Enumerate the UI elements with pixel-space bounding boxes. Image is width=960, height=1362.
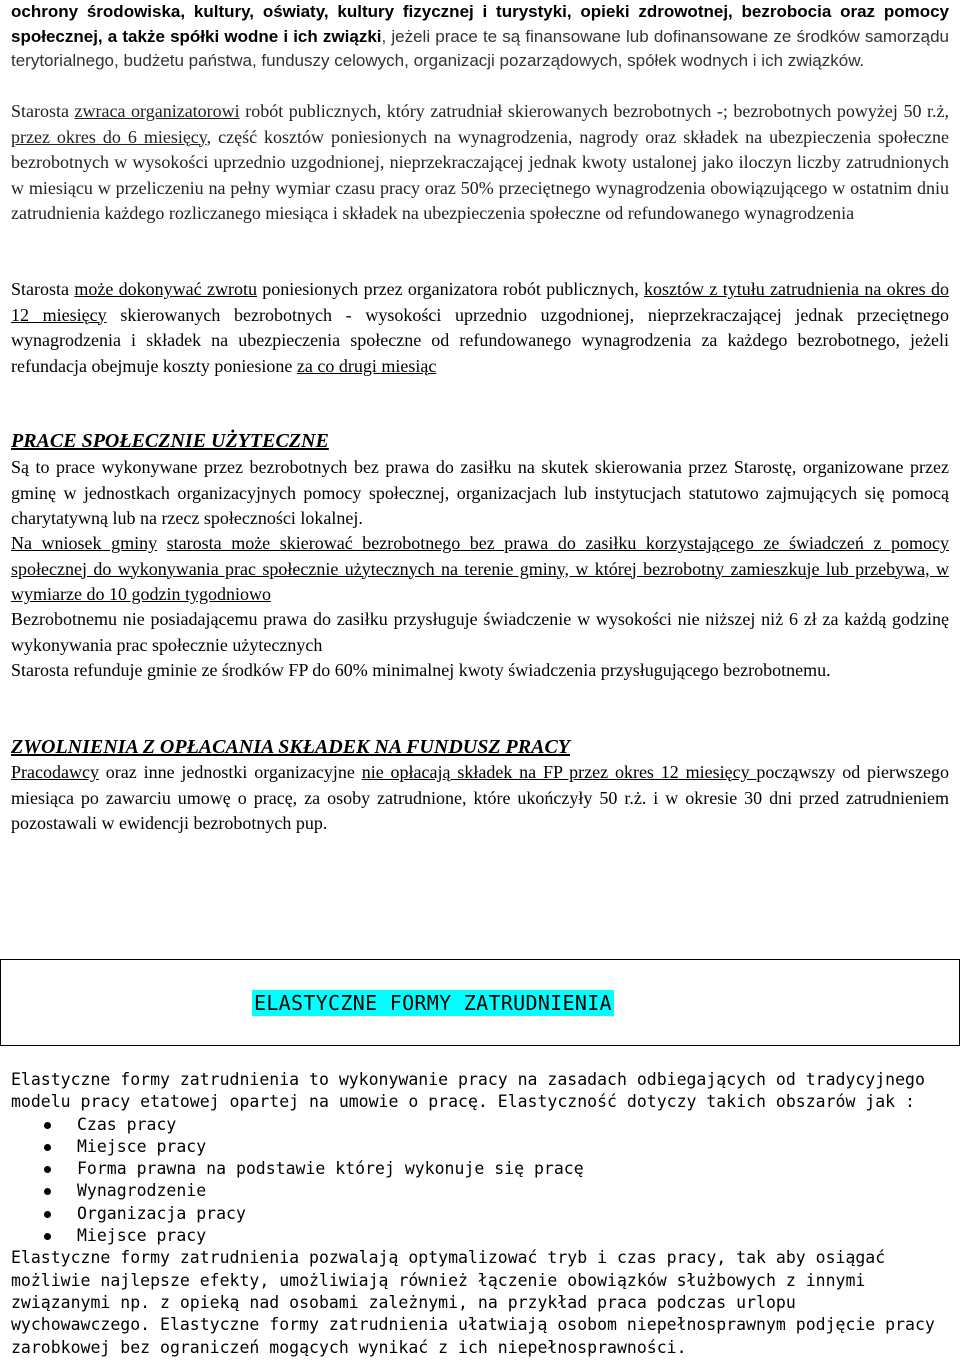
- para3-text-2: poniesionych przez organizatora robót publicznych,: [256, 279, 645, 299]
- para-s2-underline-1: Pracodawcy: [11, 762, 99, 782]
- list-item-text: Wynagrodzenie: [77, 1181, 207, 1201]
- bullet-icon: [44, 1144, 51, 1151]
- para-public-works-entities: [11, 0, 949, 74]
- bullet-icon: [44, 1211, 51, 1218]
- para2-text-3: , część kosztów poniesionych na wynagrodzenia, nagrody oraz składek na ubezpieczenia społeczne bezrobotnych w wysokości uprzednio uzgodnionej, nieprzekraczającej jednak kwoty ustalonej jako iloczyn liczby zatrudnionych w miesiącu w przeliczeniu na pełny wymiar czasu pracy oraz 50% przeciętnego wynagrodzenia obowiązującego w ostatnim dniu zatrudnienia każdego rozliczanego miesiąca i składek na ubezpieczenia społeczne od refundowanego wynagrodzenia: [11, 126, 949, 223]
- bullet-icon: [44, 1188, 51, 1195]
- list-item-text: Organizacja pracy: [77, 1203, 246, 1223]
- para3-text-3: skierowanych bezrobotnych - wysokości uprzednio uzgodnionej, nieprzekraczającej jednak przeciętnego wynagrodzenia i składek na ubezpieczenia społeczne od refundowanego wynagrodzenia za każdego bezrobotnego, jeżeli refundacja obejmuje koszty poniesione: [11, 304, 949, 376]
- para-community-work-request: [11, 531, 949, 608]
- list-item: [11, 1114, 941, 1136]
- list-item: [11, 1203, 941, 1225]
- list-item-text: Miejsce pracy: [77, 1226, 207, 1246]
- para2-underline-2: przez okres do 6 miesięcy: [11, 126, 207, 147]
- flexible-forms-section: [11, 1069, 941, 1359]
- para-s2-underline-2: nie opłacają składek na FP przez okres 12 miesięcy: [361, 762, 757, 782]
- bullet-icon: [44, 1233, 51, 1240]
- list-item: [11, 1180, 941, 1202]
- list-item-text: Miejsce pracy: [77, 1136, 207, 1156]
- list-item: [11, 1158, 941, 1180]
- para3-text-1: Starosta: [11, 279, 75, 299]
- flexible-forms-intro: Elastyczne formy zatrudnienia to wykonywanie pracy na zasadach odbiegających od tradycyjnego modelu pracy etatowej opartej na umowie o pracę. Elastyczność dotyczy takich obszarów jak :: [11, 1070, 925, 1112]
- list-item-text: Czas pracy: [77, 1114, 177, 1134]
- para2-underline-1: zwraca organizatorowi: [74, 101, 240, 121]
- heading-zwolnienia-z-oplacania: ZWOLNIENIA Z OPŁACANIA SKŁADEK NA FUNDUSZ PRACY: [11, 736, 570, 758]
- para-community-work-refund: Starosta refunduje gminie ze środków FP do 60% minimalnej kwoty świadczenia przysługującego bezrobotnemu.: [11, 660, 831, 680]
- bullet-icon: [44, 1166, 51, 1173]
- para-community-work-definition: Są to prace wykonywane przez bezrobotnych bez prawa do zasiłku na skutek skierowania przez Starostę, organizowane przez gminę w jednostkach organizacyjnych pomocy społecznej, organizacjach lub instytucjach statutowo zajmujących się pomocą charytatywną lub na rzecz społeczności lokalnej.: [11, 457, 949, 528]
- para-refund-12-months: [11, 277, 949, 379]
- para3-underline-1: może dokonywać zwrotu: [74, 279, 257, 299]
- list-item-text: Forma prawna na podstawie której wykonuje się pracę: [77, 1159, 584, 1179]
- para-s1-underline-2: starosta może skierować bezrobotnego bez prawa do zasiłku korzystającego ze świadczeń z pomocy społecznej do wykonywania prac społecznie użytecznych na terenie gminy, w której bezrobotny zamieszkuje lub przebywa, w wymiarze do 10 godzin tygodniowo: [11, 533, 950, 604]
- flexible-forms-outro: Elastyczne formy zatrudnienia pozwalają optymalizować tryb i czas pracy, tak aby osiągać możliwie najlepsze efekty, umożliwiają również łączenie obowiązków służbowych z innymi związanymi np. z opieką nad osobami zależnymi, na przykład praca podczas urlopu wychowawczego. Elastyczne formy zatrudnienia ułatwiają osobom niepełnosprawnym podjęcie pracy zarobkowej bez ograniczeń mogących wynikać z ich niepełnosprawności.: [11, 1248, 935, 1357]
- para-fp-exemption: [11, 760, 949, 837]
- para1-bold: ochrony środowiska, kultury, oświaty, kultury fizycznej i turystyki, opieki zdrowotnej, bezrobocia oraz pomocy społecznej, a także spółki wodne i ich związki: [11, 2, 949, 46]
- para3-underline-3: za co drugi miesiąc: [296, 355, 437, 376]
- para-s1-underline-1: Na wniosek gminy: [11, 533, 158, 553]
- box-title-elastyczne-formy: ELASTYCZNE FORMY ZATRUDNIENIA: [254, 991, 612, 1015]
- bullet-icon: [44, 1122, 51, 1129]
- para2-text-1: Starosta: [11, 101, 75, 121]
- para-s2-text-1: oraz inne jednostki organizacyjne: [98, 762, 362, 782]
- flexible-forms-list: [11, 1114, 941, 1248]
- para-community-work-benefit: Bezrobotnemu nie posiadającemu prawa do zasiłku przysługuje świadczenie w wysokości nie niższej niż 6 zł za każdą godzinę wykonywania prac społecznie użytecznych: [11, 609, 949, 655]
- heading-prace-spolecznie-uzyteczne: PRACE SPOŁECZNIE UŻYTECZNE: [11, 430, 329, 452]
- para-refund-6-months: [11, 99, 949, 227]
- para1-rest: , jeżeli prace te są finansowane lub dofinansowane ze środków samorządu terytorialnego, budżetu państwa, funduszy celowych, organizacji pozarządowych, spółek wodnych i ich związków.: [11, 26, 949, 70]
- para-s1-space: [157, 533, 167, 553]
- para3-underline-2: kosztów z tytułu zatrudnienia na okres do 12 miesięcy: [11, 279, 949, 325]
- para-s2-text-2: począwszy od pierwszego miesiąca po zawarciu umowę o pracę, za osoby zatrudnione, które ukończyły 50 r.ż. i w okresie 30 dni przed zatrudnieniem pozostawali w ewidencji bezrobotnych pup.: [11, 762, 950, 833]
- para2-text-2: robót publicznych, który zatrudniał skierowanych bezrobotnych -; bezrobotnych powyżej 50 r.ż,: [239, 101, 949, 121]
- list-item: [11, 1136, 941, 1158]
- list-item: [11, 1225, 941, 1247]
